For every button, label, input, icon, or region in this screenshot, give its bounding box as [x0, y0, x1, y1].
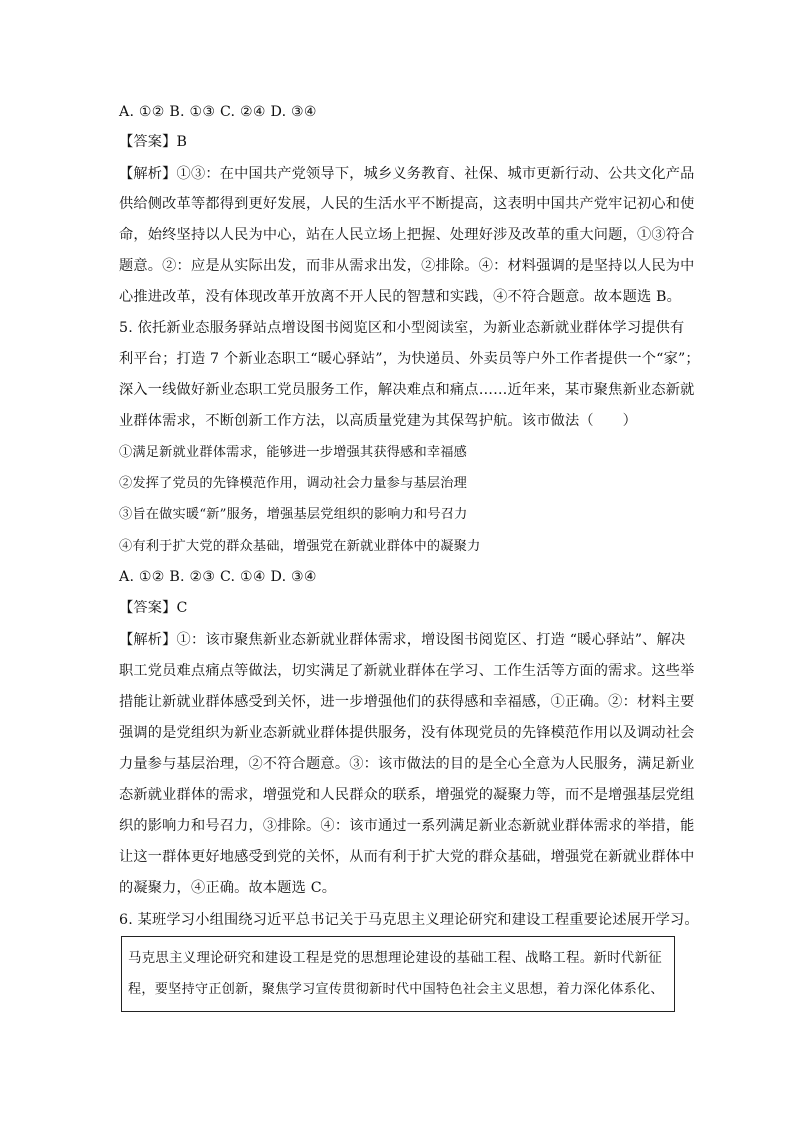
q5-analysis-line: 强调的是党组织为新业态新就业群体提供服务，没有体现党员的先锋模范作用以及调动社会 — [119, 725, 695, 741]
q5-stem-line: 5. 依托新业态服务驿站点增设图书阅览区和小型阅读室，为新业态新就业群体学习提供有 — [119, 320, 685, 336]
q4-options: A. ①② B. ①③ C. ②④ D. ③④ — [119, 104, 317, 120]
q4-analysis-line: 命，始终坚持以人民为中心，站在人民立场上把握、处理好涉及改革的重大问题，①③符合 — [119, 227, 695, 243]
q4-analysis-line: 题意。②：应是从实际出发，而非从需求出发，②排除。④：材料强调的是坚持以人民为中 — [119, 258, 695, 274]
q5-analysis-line: 让这一群体更好地感受到党的关怀，从而有利于扩大党的群众基础，增强党在新就业群体中 — [119, 849, 695, 865]
q5-item: ②发挥了党员的先锋模范作用，调动社会力量参与基层治理 — [119, 476, 468, 491]
q5-item: ③旨在做实暖“新”服务，增强基层党组织的影响力和号召力 — [119, 507, 468, 522]
q5-analysis-line: 【解析】①：该市聚焦新业态新就业群体需求，增设图书阅览区、打造 “暖心驿站”、解决 — [119, 632, 686, 648]
q5-analysis-line: 的凝聚力，④正确。故本题选 C。 — [119, 880, 337, 896]
q6-stem: 6. 某班学习小组围绕习近平总书记关于马克思主义理论研究和建设工程重要论述展开学习。 — [119, 912, 699, 928]
q4-analysis-line: 供给侧改革等都得到更好发展，人民的生活水平不断提高，这表明中国共产党牢记初心和使 — [119, 196, 695, 212]
q4-analysis-line: 【解析】①③：在中国共产党领导下，城乡义务教育、社保、城市更新行动、公共文化产品 — [119, 166, 695, 182]
q5-stem-line: 利平台；打造 7 个新业态职工“暖心驿站”，为快递员、外卖员等户外工作者提供一个“家”； — [119, 351, 700, 367]
q5-analysis-line: 职工党员难点痛点等做法，切实满足了新就业群体在学习、工作生活等方面的需求。这些举 — [119, 663, 695, 679]
q5-options: A. ①② B. ②③ C. ①④ D. ③④ — [119, 569, 317, 585]
q4-answer: 【答案】B — [119, 134, 188, 150]
q5-item: ④有利于扩大党的群众基础，增强党在新就业群体中的凝聚力 — [119, 539, 481, 554]
q5-stem-line: 业群体需求，不断创新工作方法，以高质量党建为其保驾护航。该市做法（ ） — [119, 413, 637, 429]
q5-analysis-line: 织的影响力和号召力，③排除。④：该市通过一系列满足新业态新就业群体需求的举措，能 — [119, 818, 695, 834]
q5-analysis-line: 力量参与基层治理，②不符合题意。③：该市做法的目的是全心全意为人民服务，满足新业 — [119, 756, 695, 772]
q5-analysis-line: 态新就业群体的需求，增强党和人民群众的联系，增强党的凝聚力等，而不是增强基层党组 — [119, 787, 695, 803]
q5-analysis-line: 措能让新就业群体感受到关怀，进一步增强他们的获得感和幸福感，①正确。②：材料主要 — [119, 694, 695, 710]
q6-material-box — [121, 936, 675, 1012]
q6-material-line: 马克思主义理论研究和建设工程是党的思想理论建设的基础工程、战略工程。新时代新征 — [128, 951, 662, 966]
q5-item: ①满足新就业群体需求，能够进一步增强其获得感和幸福感 — [119, 445, 468, 460]
q5-stem-line: 深入一线做好新业态职工党员服务工作，解决难点和痛点……近年来，某市聚焦新业态新就 — [119, 382, 695, 398]
q5-answer: 【答案】C — [119, 600, 188, 616]
q4-analysis-line: 心推进改革，没有体现改革开放离不开人民的智慧和实践，④不符合题意。故本题选 B。 — [119, 289, 682, 305]
q6-material-line: 程，要坚持守正创新，聚焦学习宣传贯彻新时代中国特色社会主义思想，着力深化体系化、 — [128, 982, 664, 997]
